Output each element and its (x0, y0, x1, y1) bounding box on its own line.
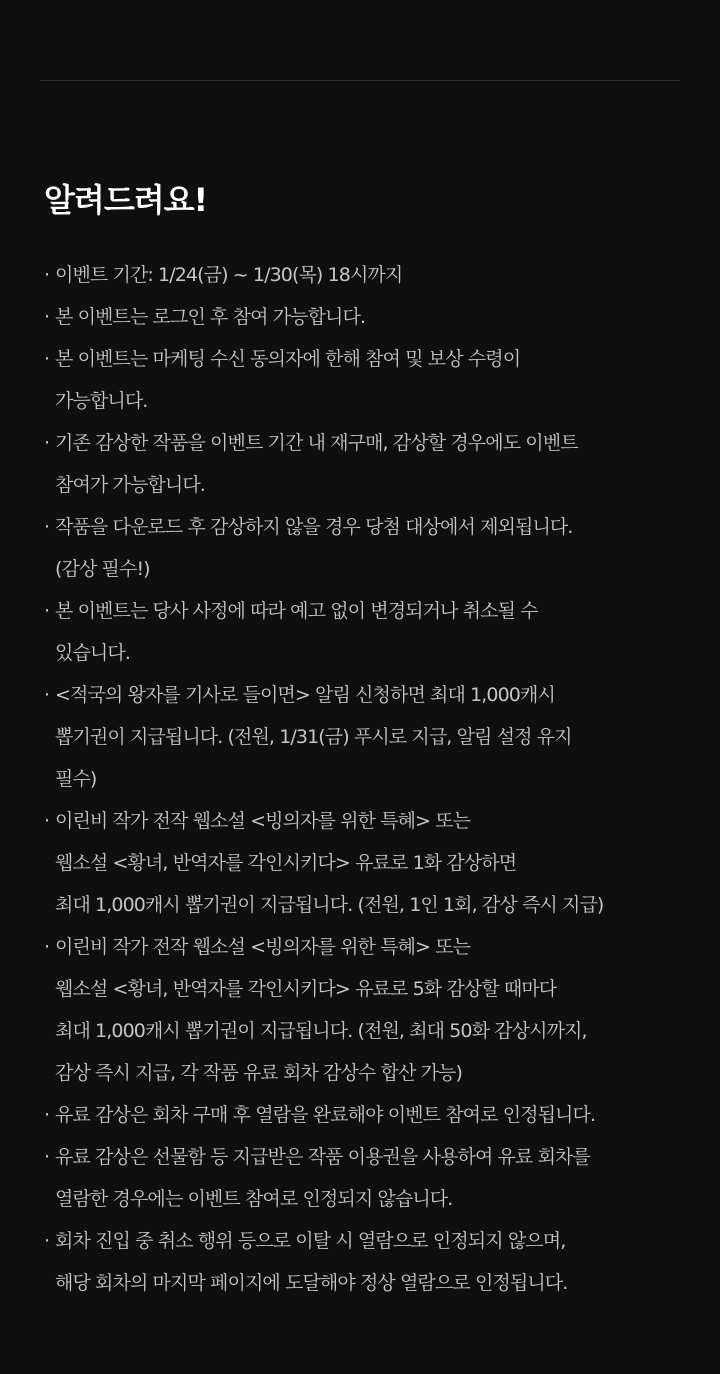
bullet-dot: · (44, 936, 50, 958)
notice-item-line: 열람한 경우에는 이벤트 참여로 인정되지 않습니다. (55, 1188, 453, 1210)
bullet-dot: · (44, 1104, 50, 1126)
notice-item (44, 1220, 684, 1304)
notice-item-line: 이린비 작가 전작 웹소설 <빙의자를 위한 특혜> 또는 (55, 936, 471, 958)
notice-item-line: 본 이벤트는 로그인 후 참여 가능합니다. (55, 306, 366, 328)
notice-item (44, 800, 684, 926)
notice-item (44, 674, 684, 800)
bullet-dot: · (44, 348, 50, 370)
notice-item (44, 422, 684, 506)
bullet-dot: · (44, 432, 50, 454)
notice-item-line: 작품을 다운로드 후 감상하지 않을 경우 당첨 대상에서 제외됩니다. (55, 516, 573, 538)
bullet-dot: · (44, 1230, 50, 1252)
notice-list (44, 254, 684, 1304)
notice-item-line: 최대 1,000캐시 뽑기권이 지급됩니다. (전원, 1인 1회, 감상 즉시 지급) (55, 894, 604, 916)
bullet-dot: · (44, 810, 50, 832)
bullet-dot: · (44, 516, 50, 538)
notice-item (44, 1136, 684, 1220)
notice-item (44, 338, 684, 422)
notice-item-line: 회차 진입 중 취소 행위 등으로 이탈 시 열람으로 인정되지 않으며, (55, 1230, 566, 1252)
notice-item-line: 참여가 가능합니다. (55, 474, 205, 496)
notice-item-line: 본 이벤트는 당사 사정에 따라 예고 없이 변경되거나 취소될 수 (55, 600, 538, 622)
notice-item-line: 기존 감상한 작품을 이벤트 기간 내 재구매, 감상할 경우에도 이벤트 (55, 432, 578, 454)
notice-title: 알려드려요! (44, 181, 208, 219)
bullet-dot: · (44, 306, 50, 328)
notice-item-line: 있습니다. (55, 642, 130, 664)
notice-item-line: 해당 회차의 마지막 페이지에 도달해야 정상 열람으로 인정됩니다. (55, 1272, 568, 1294)
section-divider (40, 80, 680, 81)
notice-item-line: <적국의 왕자를 기사로 들이면> 알림 신청하면 최대 1,000캐시 (55, 684, 555, 706)
notice-item (44, 506, 684, 590)
notice-item (44, 590, 684, 674)
notice-item (44, 296, 684, 338)
notice-item-line: 이린비 작가 전작 웹소설 <빙의자를 위한 특혜> 또는 (55, 810, 471, 832)
notice-item (44, 1094, 684, 1136)
notice-section (44, 176, 684, 1304)
notice-item (44, 254, 684, 296)
notice-item-line: (감상 필수!) (55, 558, 150, 580)
notice-item-line: 필수) (55, 768, 97, 790)
bullet-dot: · (44, 684, 50, 706)
notice-item-line: 유료 감상은 회차 구매 후 열람을 완료해야 이벤트 참여로 인정됩니다. (55, 1104, 596, 1126)
notice-item-line: 뽑기권이 지급됩니다. (전원, 1/31(금) 푸시로 지급, 알림 설정 유지 (55, 726, 572, 748)
bullet-dot: · (44, 1146, 50, 1168)
notice-item-line: 웹소설 <황녀, 반역자를 각인시키다> 유료로 1화 감상하면 (55, 852, 517, 874)
notice-item-line: 이벤트 기간: 1/24(금) ~ 1/30(목) 18시까지 (55, 264, 403, 286)
bullet-dot: · (44, 600, 50, 622)
bullet-dot: · (44, 264, 50, 286)
notice-item-line: 감상 즉시 지급, 각 작품 유료 회차 감상수 합산 가능) (55, 1062, 462, 1084)
notice-item-line: 본 이벤트는 마케팅 수신 동의자에 한해 참여 및 보상 수령이 (55, 348, 521, 370)
notice-item-line: 웹소설 <황녀, 반역자를 각인시키다> 유료로 5화 감상할 때마다 (55, 978, 557, 1000)
notice-item-line: 유료 감상은 선물함 등 지급받은 작품 이용권을 사용하여 유료 회차를 (55, 1146, 590, 1168)
notice-item-line: 최대 1,000캐시 뽑기권이 지급됩니다. (전원, 최대 50화 감상시까지, (55, 1020, 587, 1042)
notice-item-line: 가능합니다. (55, 390, 148, 412)
notice-item (44, 926, 684, 1094)
